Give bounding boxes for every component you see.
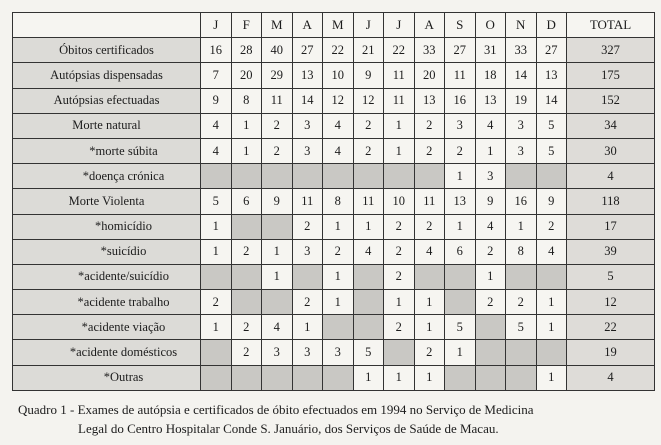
- month-header: O: [475, 13, 506, 38]
- table-cell: 7: [201, 63, 232, 88]
- table-row: [13, 214, 655, 239]
- table-cell: 8: [506, 239, 537, 264]
- table-cell: 3: [445, 113, 476, 138]
- table-cell: 11: [292, 189, 323, 214]
- table-cell: [231, 290, 262, 315]
- table-cell: 1: [201, 315, 232, 340]
- table-cell: 2: [231, 315, 262, 340]
- table-cell: 19: [506, 88, 537, 113]
- month-header: N: [506, 13, 537, 38]
- table-cell: 2: [262, 138, 293, 163]
- table-row: [13, 63, 655, 88]
- row-label: *acidente/suicídio: [13, 264, 201, 289]
- table-cell: 1: [384, 365, 415, 390]
- row-total: 34: [567, 113, 655, 138]
- table-cell: [323, 164, 354, 189]
- table-cell: 8: [323, 189, 354, 214]
- table-cell: 18: [475, 63, 506, 88]
- table-cell: [292, 264, 323, 289]
- table-cell: [292, 164, 323, 189]
- table-cell: [323, 365, 354, 390]
- table-cell: 11: [445, 63, 476, 88]
- table-cell: 1: [323, 264, 354, 289]
- table-cell: 1: [292, 315, 323, 340]
- table-row: [13, 138, 655, 163]
- table-cell: 13: [445, 189, 476, 214]
- table-cell: [536, 164, 567, 189]
- month-header: A: [414, 13, 445, 38]
- month-header: S: [445, 13, 476, 38]
- table-cell: 2: [353, 138, 384, 163]
- table-cell: 27: [536, 38, 567, 63]
- table-cell: [201, 264, 232, 289]
- table-cell: 1: [475, 264, 506, 289]
- month-header: J: [384, 13, 415, 38]
- table-cell: 21: [353, 38, 384, 63]
- table-cell: [445, 290, 476, 315]
- table-cell: [384, 164, 415, 189]
- table-cell: [475, 340, 506, 365]
- caption-line-1: Quadro 1 - Exames de autópsia e certificados de óbito efectuados em 1994 no Serviço de Medicina: [18, 402, 534, 417]
- table-cell: 2: [445, 138, 476, 163]
- table-cell: 33: [506, 38, 537, 63]
- table-cell: 14: [536, 88, 567, 113]
- table-cell: 16: [201, 38, 232, 63]
- table-cell: 1: [475, 138, 506, 163]
- table-cell: [262, 365, 293, 390]
- table-cell: 4: [201, 113, 232, 138]
- month-header: J: [353, 13, 384, 38]
- table-cell: 1: [384, 290, 415, 315]
- table-cell: 5: [353, 340, 384, 365]
- month-header: M: [262, 13, 293, 38]
- table-cell: [262, 290, 293, 315]
- table-cell: 1: [384, 113, 415, 138]
- table-cell: [201, 164, 232, 189]
- table-cell: [506, 340, 537, 365]
- row-total: 327: [567, 38, 655, 63]
- month-header: D: [536, 13, 567, 38]
- table-cell: 1: [201, 239, 232, 264]
- row-total: 152: [567, 88, 655, 113]
- table-row: [13, 113, 655, 138]
- table-cell: 11: [414, 189, 445, 214]
- table-cell: 4: [414, 239, 445, 264]
- table-cell: [475, 315, 506, 340]
- table-cell: 2: [353, 113, 384, 138]
- table-cell: 31: [475, 38, 506, 63]
- row-label: *homicídio: [13, 214, 201, 239]
- table-cell: 1: [262, 239, 293, 264]
- table-cell: 2: [384, 239, 415, 264]
- table-cell: 9: [262, 189, 293, 214]
- table-cell: 29: [262, 63, 293, 88]
- table-cell: 13: [414, 88, 445, 113]
- table-cell: 4: [323, 113, 354, 138]
- table-cell: 11: [353, 189, 384, 214]
- table-cell: 2: [475, 239, 506, 264]
- header-corner-cell: [13, 13, 201, 38]
- row-total: 30: [567, 138, 655, 163]
- table-cell: 6: [231, 189, 262, 214]
- table-cell: 13: [536, 63, 567, 88]
- table-caption: [18, 400, 648, 438]
- table-cell: 1: [414, 365, 445, 390]
- table-cell: 3: [323, 340, 354, 365]
- total-header: TOTAL: [567, 13, 655, 38]
- table-cell: [353, 315, 384, 340]
- table-cell: 9: [475, 189, 506, 214]
- table-row: [13, 340, 655, 365]
- table-header-row: [13, 13, 655, 38]
- table-cell: 1: [384, 138, 415, 163]
- row-total: 5: [567, 264, 655, 289]
- table-cell: 1: [231, 138, 262, 163]
- row-label: Autópsias efectuadas: [13, 88, 201, 113]
- table-cell: 4: [475, 113, 506, 138]
- row-total: 12: [567, 290, 655, 315]
- table-cell: [414, 264, 445, 289]
- table-cell: 22: [323, 38, 354, 63]
- table-cell: 10: [384, 189, 415, 214]
- table-cell: 2: [384, 214, 415, 239]
- table-row: [13, 164, 655, 189]
- table-row: [13, 38, 655, 63]
- row-label: *acidente trabalho: [13, 290, 201, 315]
- table-cell: 28: [231, 38, 262, 63]
- table-cell: 2: [323, 239, 354, 264]
- row-total: 4: [567, 365, 655, 390]
- row-total: 17: [567, 214, 655, 239]
- table-cell: 1: [353, 365, 384, 390]
- row-label: *acidente viação: [13, 315, 201, 340]
- row-label: *doença crónica: [13, 164, 201, 189]
- table-cell: 3: [292, 138, 323, 163]
- table-row: [13, 88, 655, 113]
- table-cell: 1: [445, 340, 476, 365]
- month-header: M: [323, 13, 354, 38]
- table-cell: 22: [384, 38, 415, 63]
- table-cell: [536, 264, 567, 289]
- table-cell: 1: [353, 214, 384, 239]
- row-total: 4: [567, 164, 655, 189]
- table-cell: 4: [323, 138, 354, 163]
- row-label: *suicídio: [13, 239, 201, 264]
- table-cell: 12: [353, 88, 384, 113]
- table-cell: 27: [445, 38, 476, 63]
- table-cell: 3: [292, 340, 323, 365]
- table-cell: 4: [353, 239, 384, 264]
- table-cell: [201, 365, 232, 390]
- table-cell: 2: [231, 340, 262, 365]
- month-header: F: [231, 13, 262, 38]
- row-label: Óbitos certificados: [13, 38, 201, 63]
- table-cell: 5: [536, 138, 567, 163]
- row-label: *Outras: [13, 365, 201, 390]
- table-cell: 13: [292, 63, 323, 88]
- table-cell: 2: [231, 239, 262, 264]
- table-cell: [353, 164, 384, 189]
- table-cell: 2: [262, 113, 293, 138]
- table-cell: 1: [414, 290, 445, 315]
- table-row: [13, 189, 655, 214]
- table-body: [13, 38, 655, 391]
- table-cell: 9: [536, 189, 567, 214]
- table-cell: 27: [292, 38, 323, 63]
- table-cell: [475, 365, 506, 390]
- table-cell: [414, 164, 445, 189]
- table-cell: 4: [475, 214, 506, 239]
- table-cell: 4: [262, 315, 293, 340]
- row-label: *morte súbita: [13, 138, 201, 163]
- row-label: *acidente domésticos: [13, 340, 201, 365]
- table-cell: [231, 214, 262, 239]
- table-cell: 11: [384, 88, 415, 113]
- table-cell: 2: [292, 214, 323, 239]
- table-cell: [506, 164, 537, 189]
- row-label: Autópsias dispensadas: [13, 63, 201, 88]
- table-row: [13, 315, 655, 340]
- table-cell: [292, 365, 323, 390]
- table-cell: [231, 164, 262, 189]
- table-cell: [231, 365, 262, 390]
- table-cell: [506, 365, 537, 390]
- table-cell: 10: [323, 63, 354, 88]
- table-cell: 1: [536, 365, 567, 390]
- table-cell: 3: [262, 340, 293, 365]
- table-cell: 16: [506, 189, 537, 214]
- table-cell: 2: [384, 315, 415, 340]
- table-cell: [323, 315, 354, 340]
- table-cell: 9: [353, 63, 384, 88]
- table-row: [13, 264, 655, 289]
- table-cell: 33: [414, 38, 445, 63]
- table-cell: 3: [506, 138, 537, 163]
- table-cell: 11: [384, 63, 415, 88]
- row-total: 39: [567, 239, 655, 264]
- table-cell: [262, 164, 293, 189]
- row-label: Morte natural: [13, 113, 201, 138]
- table-cell: 1: [506, 214, 537, 239]
- table-cell: 1: [445, 164, 476, 189]
- table-cell: [201, 340, 232, 365]
- table-cell: 3: [475, 164, 506, 189]
- table-cell: 2: [384, 264, 415, 289]
- table-cell: 4: [201, 138, 232, 163]
- table-cell: 5: [445, 315, 476, 340]
- table-cell: 40: [262, 38, 293, 63]
- row-total: 118: [567, 189, 655, 214]
- table-cell: 2: [414, 340, 445, 365]
- table-cell: 1: [323, 290, 354, 315]
- month-header: J: [201, 13, 232, 38]
- autopsy-statistics-table: [12, 12, 655, 391]
- row-total: 22: [567, 315, 655, 340]
- table-cell: 2: [292, 290, 323, 315]
- table-cell: 2: [414, 214, 445, 239]
- table-cell: 13: [475, 88, 506, 113]
- table-cell: 2: [475, 290, 506, 315]
- table-cell: 2: [506, 290, 537, 315]
- table-cell: [445, 264, 476, 289]
- month-header: A: [292, 13, 323, 38]
- table-cell: 20: [414, 63, 445, 88]
- table-cell: 1: [231, 113, 262, 138]
- table-cell: 5: [506, 315, 537, 340]
- row-total: 175: [567, 63, 655, 88]
- table-row: [13, 239, 655, 264]
- table-cell: 2: [414, 113, 445, 138]
- row-total: 19: [567, 340, 655, 365]
- table-cell: 3: [292, 113, 323, 138]
- table-row: [13, 290, 655, 315]
- table-cell: 1: [262, 264, 293, 289]
- table-cell: [353, 264, 384, 289]
- table-cell: [506, 264, 537, 289]
- table-cell: 12: [323, 88, 354, 113]
- table-cell: 1: [445, 214, 476, 239]
- table-cell: 8: [231, 88, 262, 113]
- table-row: [13, 365, 655, 390]
- table-cell: [445, 365, 476, 390]
- table-cell: 14: [506, 63, 537, 88]
- table-cell: 5: [536, 113, 567, 138]
- row-label: Morte Violenta: [13, 189, 201, 214]
- table-cell: 2: [536, 214, 567, 239]
- table-cell: 9: [201, 88, 232, 113]
- table-cell: [384, 340, 415, 365]
- caption-line-2: Legal do Centro Hospitalar Conde S. Januário, dos Serviços de Saúde de Macau.: [78, 421, 499, 436]
- table-cell: [353, 290, 384, 315]
- table-cell: [536, 340, 567, 365]
- table-cell: 6: [445, 239, 476, 264]
- table-cell: 3: [292, 239, 323, 264]
- table-cell: [231, 264, 262, 289]
- table-cell: 1: [536, 290, 567, 315]
- table-cell: 3: [506, 113, 537, 138]
- table-cell: 1: [536, 315, 567, 340]
- table-cell: 11: [262, 88, 293, 113]
- table-cell: 2: [201, 290, 232, 315]
- table-cell: 16: [445, 88, 476, 113]
- table-cell: [262, 214, 293, 239]
- table-cell: 1: [323, 214, 354, 239]
- table-cell: 1: [201, 214, 232, 239]
- table-cell: 1: [414, 315, 445, 340]
- table-cell: 5: [201, 189, 232, 214]
- table-cell: 14: [292, 88, 323, 113]
- table-cell: 4: [536, 239, 567, 264]
- table-cell: 20: [231, 63, 262, 88]
- table-cell: 2: [414, 138, 445, 163]
